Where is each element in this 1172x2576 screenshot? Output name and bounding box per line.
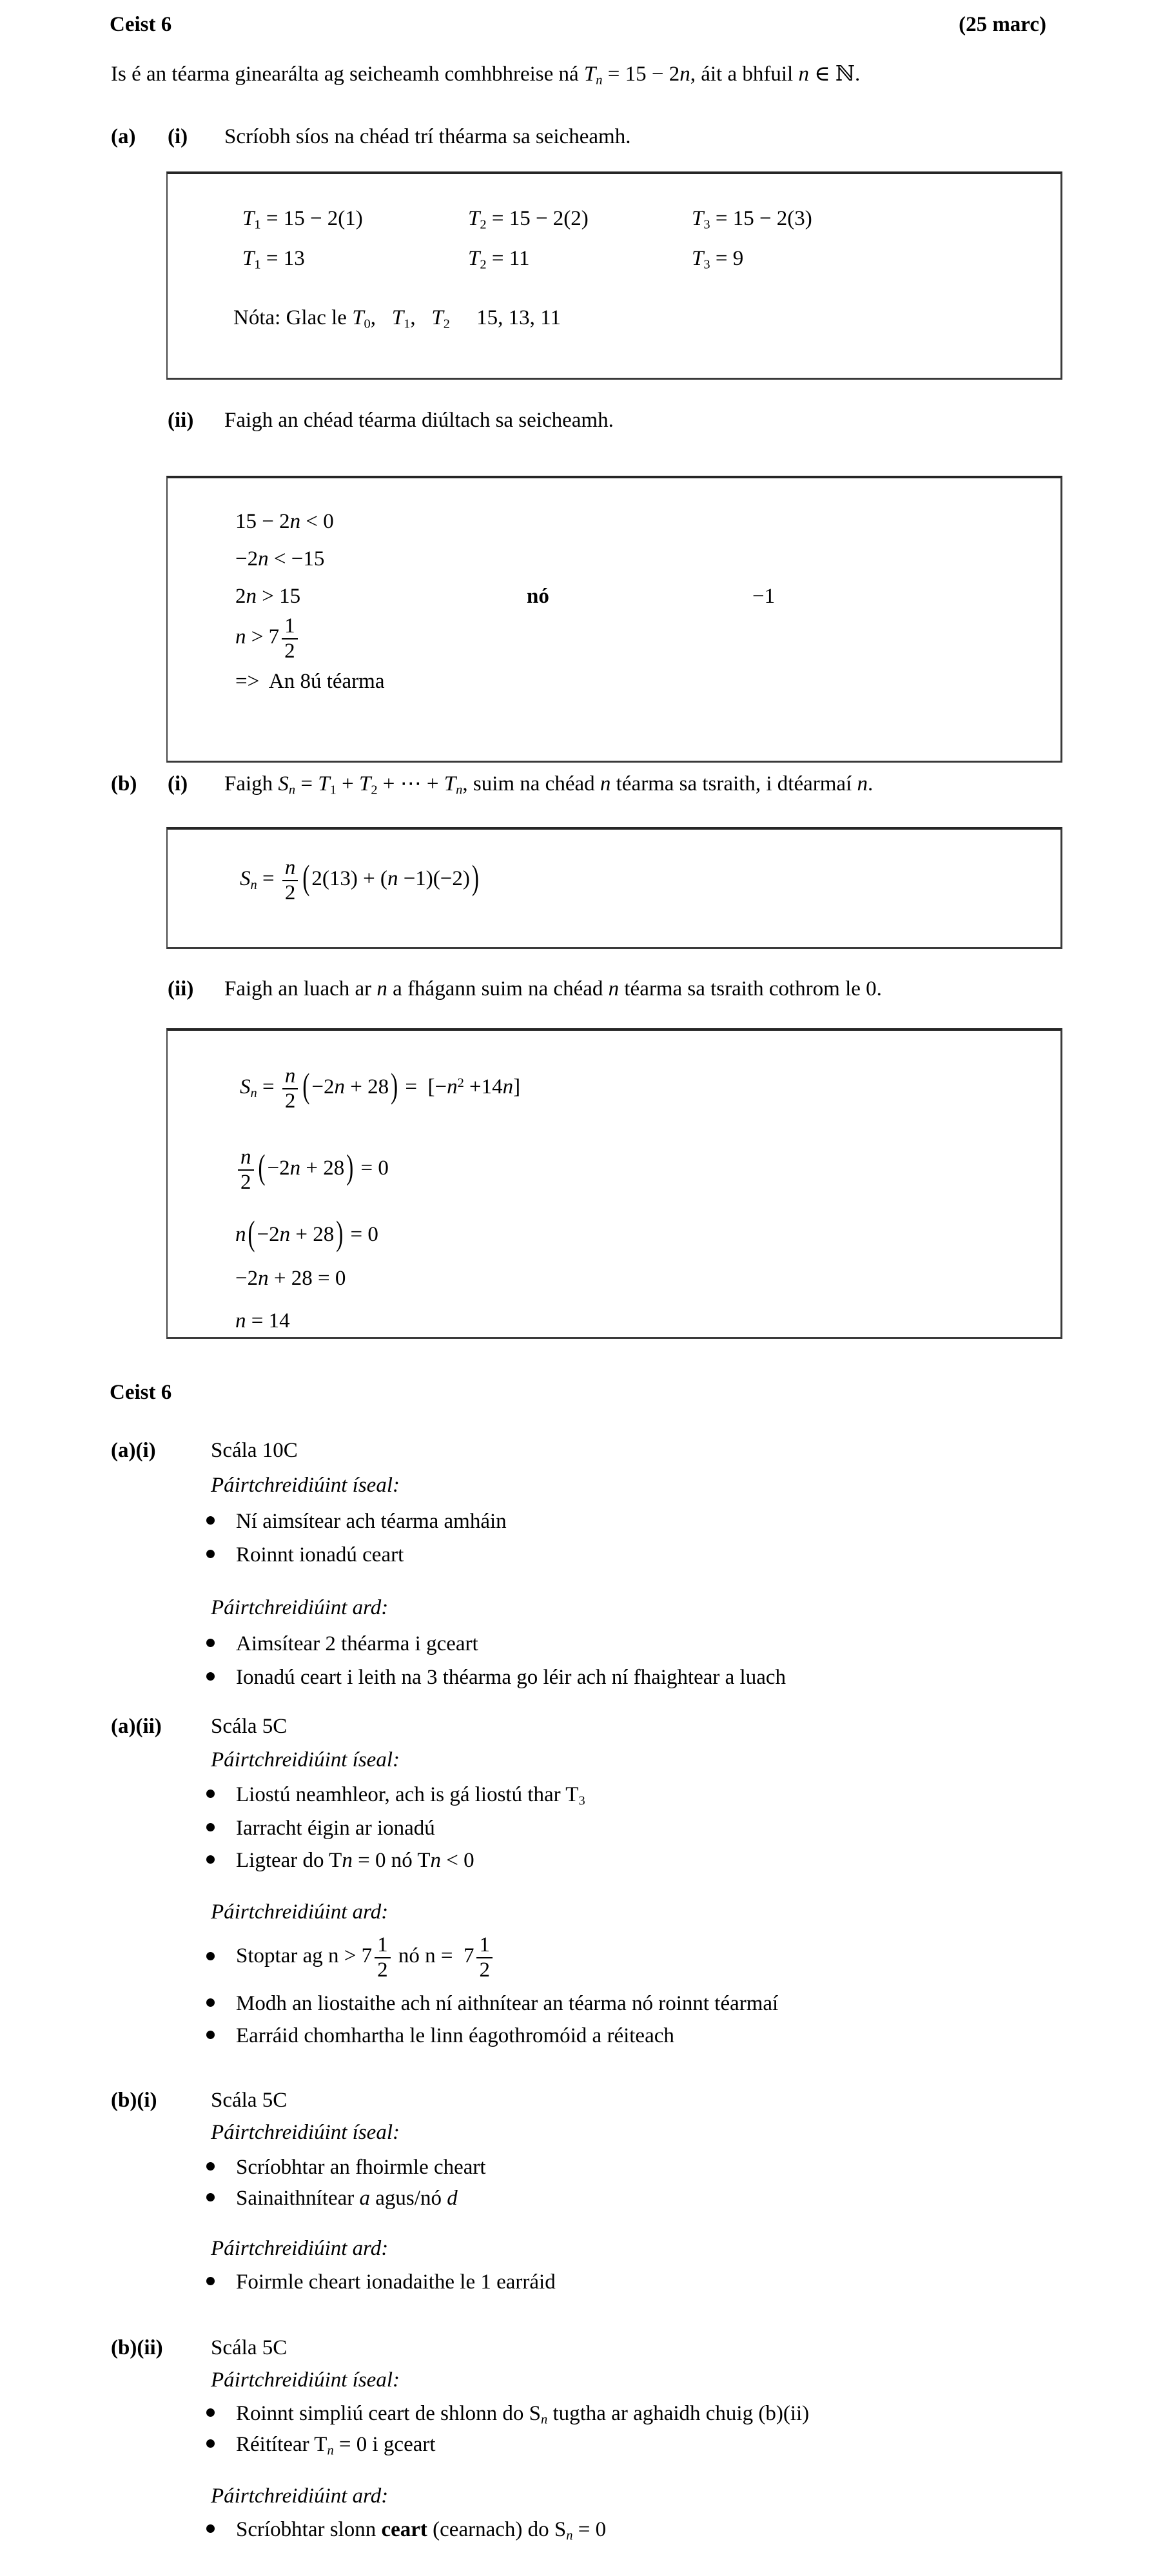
low-credit-heading: Páirtchreidiúint íseal: xyxy=(211,1748,400,1771)
marks-label: (25 marc) xyxy=(959,13,1046,36)
equation: $T_3 = 9$ xyxy=(692,247,744,272)
bullet-label: Modh an liostaithe ach ní aithnítear an téarma nó roinnt téarmaí xyxy=(236,1991,779,2015)
part-aii-label: (ii) xyxy=(168,409,194,432)
bullet-icon xyxy=(206,2439,215,2448)
bullet-label: Scríobhtar slonn ceart (cearnach) do $S_n = 0$ xyxy=(236,2517,607,2543)
part-a-label: (a) xyxy=(111,125,136,148)
bullet-icon xyxy=(206,1672,215,1681)
equation: $T_2 = 11$ xyxy=(468,247,530,272)
equation: −2n < −15 xyxy=(235,547,325,571)
minus-one-value: −1 xyxy=(752,585,776,608)
scheme-title: Ceist 6 xyxy=(110,1381,172,1404)
equation: $T_1 = 15 - 2(1)$ xyxy=(242,207,363,232)
scheme-scale: Scála 5C xyxy=(211,1715,288,1738)
list-item xyxy=(206,2430,436,2458)
bullet-label: Scríobhtar an fhoirmle cheart xyxy=(236,2155,486,2179)
bullet-label: Iarracht éigin ar ionadú xyxy=(236,1816,435,1840)
part-bi-label: (i) xyxy=(168,772,188,795)
equation: $S_n$ = $\frac{n}{2}$ $(-2n + 28) = [-n^2 +14n]$ xyxy=(240,1064,521,1113)
bullet-icon xyxy=(206,2408,215,2417)
answer-box-a-ii xyxy=(166,476,1062,763)
scheme-scale: Scála 5C xyxy=(211,2089,288,2112)
bullet-label: Liostú neamhleor, ach is gá liostú thar $T_3$ xyxy=(236,1782,585,1808)
answer-box-b-ii xyxy=(166,1028,1062,1339)
list-item xyxy=(206,1846,474,1874)
bullet-icon xyxy=(206,1855,215,1864)
bullet-label: Ionadú ceart i leith na 3 théarma go léir ach ní fhaightear a luach xyxy=(236,1665,786,1689)
part-bii-text: Faigh an luach ar n a fhágann suim na chéad n téarma sa tsraith cothrom le 0. xyxy=(224,977,882,1000)
part-bii-label: (ii) xyxy=(168,977,194,1000)
answer-box-b-i xyxy=(166,827,1062,949)
bullet-label: Aimsítear 2 théarma i gceart xyxy=(236,1632,478,1655)
equation: −2n + 28 = 0 xyxy=(235,1267,346,1290)
list-item xyxy=(206,1507,507,1535)
bullet-label: Foirmle cheart ionadaithe le 1 earráid xyxy=(236,2270,556,2294)
equation: n = 14 xyxy=(235,1309,290,1332)
part-aii-text: Faigh an chéad téarma diúltach sa seicheamh. xyxy=(224,409,614,432)
bullet-icon xyxy=(206,1998,215,2007)
bullet-label: Sainaithnítear a agus/nó d xyxy=(236,2186,458,2210)
high-credit-heading: Páirtchreidiúint ard: xyxy=(211,2484,389,2508)
equation: $T_1 = 13$ xyxy=(242,247,305,272)
bullet-icon xyxy=(206,2193,215,2201)
list-item xyxy=(206,2022,674,2049)
bullet-icon xyxy=(206,1550,215,1558)
bullet-icon xyxy=(206,2031,215,2039)
bullet-icon xyxy=(206,1952,215,1960)
high-credit-heading: Páirtchreidiúint ard: xyxy=(211,1900,389,1924)
part-bi-text: Faigh $S_n = T_1 + T_2$ + ⋯ + $T_n$, suim na chéad n téarma sa tsraith, i dtéarmaí n. xyxy=(224,772,874,797)
scheme-section-label: (b)(ii) xyxy=(111,2336,163,2359)
low-credit-heading: Páirtchreidiúint íseal: xyxy=(211,2368,400,2392)
scheme-scale: Scála 10C xyxy=(211,1439,298,1462)
bullet-icon xyxy=(206,2162,215,2171)
scheme-section-label: (a)(i) xyxy=(111,1439,156,1462)
scheme-scale: Scála 5C xyxy=(211,2336,288,2359)
bullet-icon xyxy=(206,1639,215,1647)
part-b-label: (b) xyxy=(111,772,137,795)
part-ai-label: (i) xyxy=(168,125,188,148)
equation: n(−2n + 28) = 0 xyxy=(235,1215,378,1254)
bullet-icon xyxy=(206,1790,215,1798)
list-item xyxy=(206,1934,495,1981)
equation: 15 − 2n < 0 xyxy=(235,510,334,533)
conclusion-line: => An 8ú téarma xyxy=(235,670,385,693)
part-ai-text: Scríobh síos na chéad trí théarma sa seicheamh. xyxy=(224,125,631,148)
bullet-label: Réitítear $T_n = 0$ i gceart xyxy=(236,2432,436,2458)
equation: $T_2 = 15 - 2(2)$ xyxy=(468,207,589,232)
question-intro: Is é an téarma ginearálta ag seicheamh comhbhreise ná $T_n = 15 - 2n$, áit a bhfuil n ∈ ℕ. xyxy=(111,63,861,88)
list-item xyxy=(206,1814,435,1842)
question-title: Ceist 6 xyxy=(110,13,172,36)
list-item xyxy=(206,1989,778,2017)
list-item xyxy=(206,1541,404,1568)
high-credit-heading: Páirtchreidiúint ard: xyxy=(211,1596,389,1619)
equation: $\frac{n}{2}$ (−2n + 28) = 0 xyxy=(235,1146,389,1193)
equation: $T_3 = 15 - 2(3)$ xyxy=(692,207,812,232)
high-credit-heading: Páirtchreidiúint ard: xyxy=(211,2237,389,2260)
list-item xyxy=(206,2268,556,2296)
bullet-label: Roinnt ionadú ceart xyxy=(236,1543,404,1566)
bullet-label: Ligtear do Tn = 0 nó Tn < 0 xyxy=(236,1848,474,1872)
note-line: Nóta: Glac le $T_0$, $T_1$, $T_2$ 15, 13, 11 xyxy=(233,306,561,331)
list-item xyxy=(206,2399,809,2427)
list-item xyxy=(206,1630,478,1657)
scheme-section-label: (b)(i) xyxy=(111,2089,157,2112)
bullet-icon xyxy=(206,1516,215,1525)
bullet-icon xyxy=(206,2277,215,2285)
bullet-label: Ní aimsítear ach téarma amháin xyxy=(236,1509,507,1533)
scheme-section-label: (a)(ii) xyxy=(111,1715,162,1738)
equation: 2n > 15 xyxy=(235,585,301,608)
bullet-icon xyxy=(206,2524,215,2533)
list-item xyxy=(206,1663,786,1691)
or-word: nó xyxy=(527,585,549,608)
answer-box-a-i xyxy=(166,171,1062,380)
equation: n > 7 $\frac{1}{2}$ xyxy=(235,615,300,662)
low-credit-heading: Páirtchreidiúint íseal: xyxy=(211,1474,400,1497)
bullet-label: Stoptar ag n > 7 $\frac{1}{2}$ nó n = 7 $\frac{1}{2}$ xyxy=(236,1934,495,1981)
list-item xyxy=(206,2153,486,2181)
equation: $S_n$ = $\frac{n}{2}$ (2(13) + (n −1)(−2)) xyxy=(240,856,479,904)
list-item xyxy=(206,2184,458,2212)
bullet-label: Roinnt simpliú ceart de shlonn do $S_n$ tugtha ar aghaidh chuig (b)(ii) xyxy=(236,2401,810,2427)
low-credit-heading: Páirtchreidiúint íseal: xyxy=(211,2121,400,2144)
list-item xyxy=(206,1781,585,1808)
list-item xyxy=(206,2515,606,2543)
bullet-label: Earráid chomhartha le linn éagothromóid a réiteach xyxy=(236,2024,674,2047)
bullet-icon xyxy=(206,1823,215,1831)
